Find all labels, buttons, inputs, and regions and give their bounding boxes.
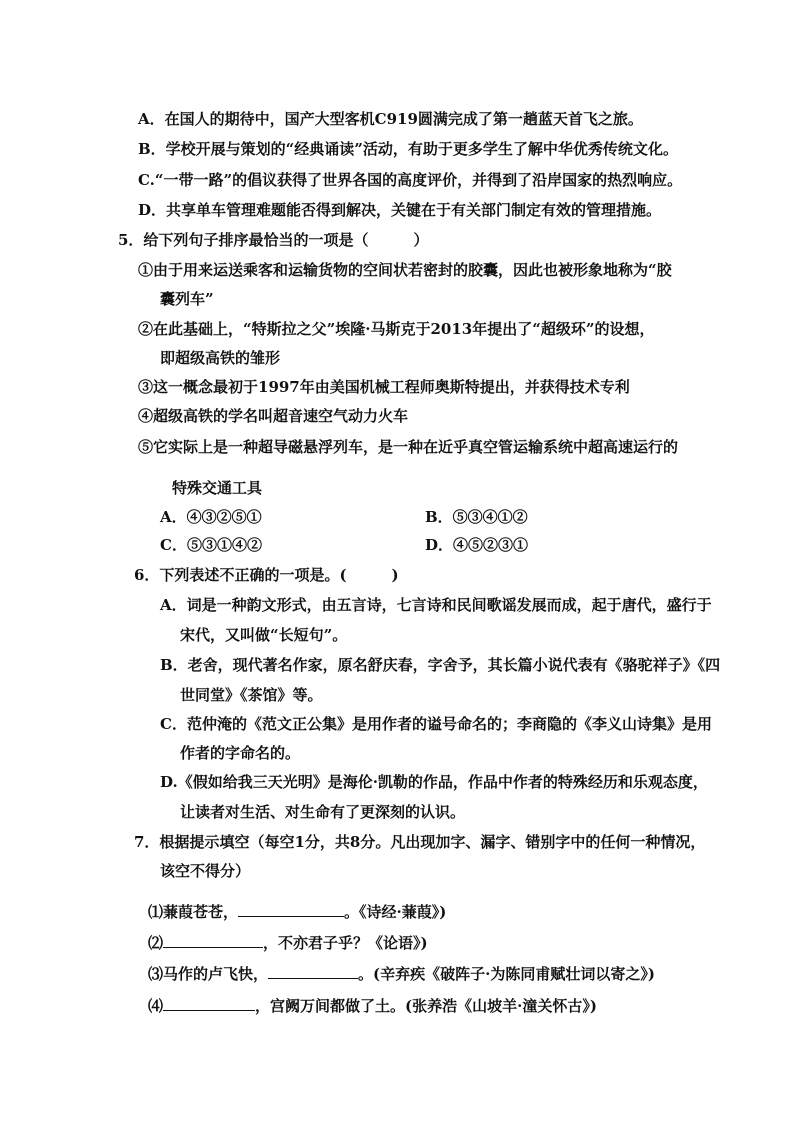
q7-item-4-suffix: ，宫阙万间都做了土。(张养浩《山坡羊·潼关怀古》)	[255, 997, 597, 1015]
q4-option-c: C.“一带一路”的倡议获得了世界各国的高度评价，并得到了沿岸国家的热烈响应。	[138, 171, 683, 189]
q6-option-a: A．词是一种韵文形式，由五言诗，七言诗和民间歌谣发展而成，起于唐代，盛行于	[160, 596, 712, 614]
q5-stem: 5．给下列句子排序最恰当的一项是（ ）	[118, 231, 429, 249]
q7-item-3-suffix: 。(辛弃疾《破阵子·为陈同甫赋壮词以寄之》)	[358, 965, 655, 983]
answer-blank-1[interactable]	[238, 900, 344, 917]
q7-stem-cont: 该空不得分）	[160, 862, 251, 880]
q6-option-b: B．老舍，现代著名作家，原名舒庆春，字舍予，其长篇小说代表有《骆驼祥子》《四	[160, 656, 721, 674]
answer-blank-2[interactable]	[163, 931, 263, 948]
q5-sentence-2-cont: 即超级高铁的雏形	[160, 349, 281, 367]
q7-item-2	[148, 931, 428, 954]
q4-option-d: D．共享单车管理难题能否得到解决，关键在于有关部门制定有效的管理措施。	[138, 201, 662, 219]
q6-option-c: C．范仲淹的《范文正公集》是用作者的谥号命名的；李商隐的《李义山诗集》是用	[160, 715, 712, 733]
q6-option-d-cont: 让读者对生活、对生命有了更深刻的认识。	[180, 803, 466, 821]
q7-item-3-prefix: ⑶马作的卢飞快，	[148, 965, 269, 983]
q5-sentence-1-cont: 囊列车”	[160, 290, 214, 308]
q7-item-2-suffix: ，不亦君子乎？《论语》)	[263, 934, 428, 952]
q7-item-3	[148, 962, 655, 985]
q7-item-4-prefix: ⑷	[148, 997, 164, 1015]
q5-sentence-2: ②在此基础上，“特斯拉之父”埃隆·马斯克于2013年提出了“超级环”的设想，	[138, 320, 655, 338]
q7-item-4	[148, 994, 597, 1017]
q5-option-a: A．④③②⑤①	[160, 508, 262, 526]
q7-item-1-prefix: ⑴蒹葭苍苍，	[148, 903, 239, 921]
q5-sentence-5: ⑤它实际上是一种超导磁悬浮列车，是一种在近乎真空管运输系统中超高速运行的	[138, 438, 679, 456]
q5-sentence-3: ③这一概念最初于1997年由美国机械工程师奥斯特提出，并获得技术专利	[138, 378, 630, 396]
q7-item-2-prefix: ⑵	[148, 934, 164, 952]
q5-option-c: C．⑤③①④②	[160, 536, 262, 554]
q6-option-c-cont: 作者的字命名的。	[180, 744, 301, 762]
q5-option-d: D．④⑤②③①	[425, 536, 529, 554]
q7-stem: 7．根据提示填空（每空1分，共8分。凡出现加字、漏字、错别字中的任何一种情况，	[134, 833, 706, 851]
q6-option-a-cont: 宋代，又叫做“长短句”。	[180, 626, 348, 644]
answer-blank-3[interactable]	[268, 962, 358, 979]
q5-sentence-4: ④超级高铁的学名叫超音速空气动力火车	[138, 407, 409, 425]
q7-item-1	[148, 900, 446, 923]
q6-stem: 6．下列表述不正确的一项是。( )	[134, 566, 399, 584]
q5-option-b: B．⑤③④①②	[425, 508, 528, 526]
q6-option-d: D.《假如给我三天光明》是海伦·凯勒的作品，作品中作者的特殊经历和乐观态度，	[160, 773, 708, 791]
q6-option-b-cont: 世同堂》《茶馆》等。	[180, 686, 323, 704]
q5-sentence-1: ①由于用来运送乘客和运输货物的空间状若密封的胶囊，因此也被形象地称为“胶	[138, 261, 672, 279]
q4-option-b: B．学校开展与策划的“经典诵读”活动，有助于更多学生了解中华优秀传统文化。	[138, 140, 678, 158]
answer-blank-4[interactable]	[163, 994, 255, 1011]
q7-item-1-suffix: 。《诗经·蒹葭》)	[344, 903, 447, 921]
q5-sentence-5-cont: 特殊交通工具	[172, 479, 263, 497]
q4-option-a: A．在国人的期待中，国产大型客机C919圆满完成了第一趟蓝天首飞之旅。	[138, 110, 643, 128]
